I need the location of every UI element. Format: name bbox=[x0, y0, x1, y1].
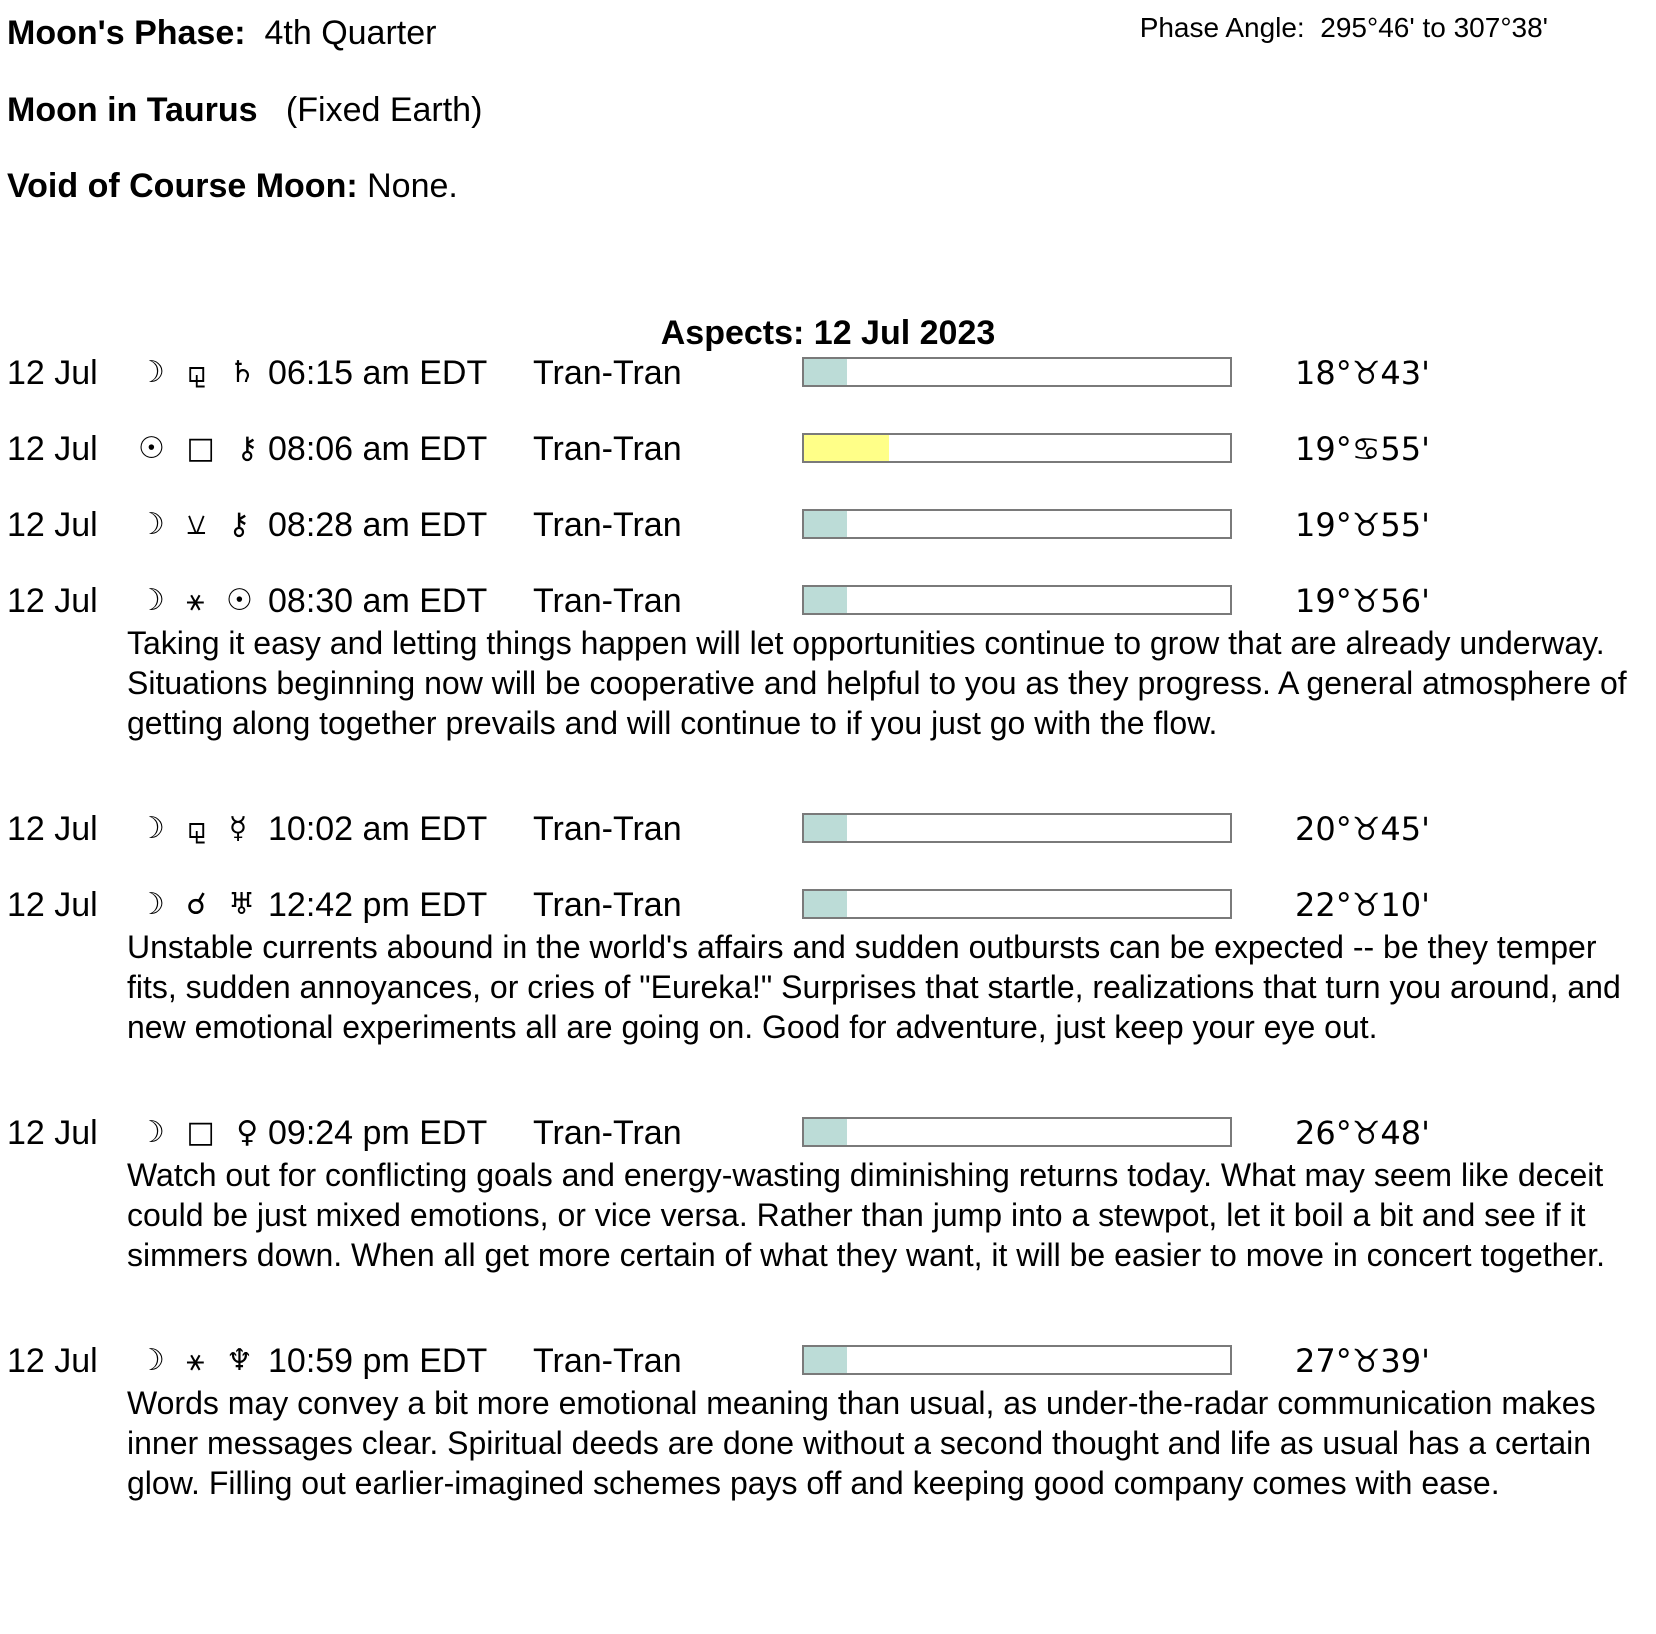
aspect-row bbox=[0, 427, 1656, 471]
aspect-type: Tran-Tran bbox=[533, 1114, 682, 1152]
aspect-description: Words may convey a bit more emotional meaning than usual, as under-the-radar communication makes inner messages clear. Spiritual deeds are done without a second thought and life as usual has a certain glow. Filling out earlier-imagined schemes pays off and keeping good company comes with ease. bbox=[127, 1385, 1596, 1501]
aspect-glyphs-icon: ☽ ⚹ ♆ bbox=[138, 1343, 259, 1378]
aspect-time: 10:02 am EDT bbox=[268, 810, 488, 848]
void-of-course-line bbox=[7, 166, 458, 206]
moon-sign-element: (Fixed Earth) bbox=[285, 91, 483, 129]
aspect-type: Tran-Tran bbox=[533, 430, 682, 468]
aspect-glyphs-icon: ☽ ☌ ♅ bbox=[138, 887, 262, 922]
moon-phase-value: 4th Quarter bbox=[264, 14, 437, 52]
strength-bar bbox=[802, 585, 1232, 615]
strength-bar bbox=[802, 1345, 1232, 1375]
strength-bar-fill bbox=[804, 587, 847, 613]
aspect-glyphs-icon: ☽ □ ♀ bbox=[138, 1115, 265, 1150]
aspect-type: Tran-Tran bbox=[533, 506, 682, 544]
aspect-type: Tran-Tran bbox=[533, 354, 682, 392]
aspect-date: 12 Jul bbox=[7, 810, 98, 848]
strength-bar-fill bbox=[804, 359, 847, 385]
strength-bar bbox=[802, 509, 1232, 539]
strength-bar-fill bbox=[804, 1119, 847, 1145]
aspect-time: 12:42 pm EDT bbox=[268, 886, 488, 924]
phase-angle-value: 295°46' to 307°38' bbox=[1320, 12, 1548, 43]
aspect-row bbox=[0, 351, 1656, 395]
aspect-time: 06:15 am EDT bbox=[268, 354, 488, 392]
aspect-date: 12 Jul bbox=[7, 430, 98, 468]
aspect-date: 12 Jul bbox=[7, 886, 98, 924]
aspect-date: 12 Jul bbox=[7, 506, 98, 544]
moon-sign-line bbox=[7, 90, 482, 130]
aspect-time: 10:59 pm EDT bbox=[268, 1342, 488, 1380]
aspect-entry bbox=[0, 503, 1656, 547]
aspect-description: Taking it easy and letting things happen will let opportunities continue to grow that are already underway. Situations beginning now will be cooperative and helpful to you as they progress. A general atmosphere of getting along together prevails and will continue to if you just go with the flow. bbox=[127, 625, 1627, 741]
strength-bar bbox=[802, 813, 1232, 843]
strength-bar bbox=[802, 357, 1232, 387]
aspect-glyphs-icon: ☽ ⚺ ⚷ bbox=[138, 507, 256, 542]
aspect-type: Tran-Tran bbox=[533, 886, 682, 924]
aspect-glyphs-icon: ☽ ⚹ ☉ bbox=[138, 583, 259, 618]
void-of-course-label: Void of Course Moon: bbox=[7, 167, 358, 205]
aspect-glyphs-icon: ☽ ⚼ ☿ bbox=[138, 811, 254, 846]
aspect-entry bbox=[0, 427, 1656, 471]
aspect-position: 18°♉43' bbox=[1295, 354, 1430, 392]
aspect-position: 27°♉39' bbox=[1295, 1342, 1430, 1380]
aspect-row bbox=[0, 1339, 1656, 1383]
aspect-date: 12 Jul bbox=[7, 354, 98, 392]
moon-phase-line bbox=[7, 13, 436, 53]
strength-bar bbox=[802, 433, 1232, 463]
aspect-description: Watch out for conflicting goals and energy-wasting diminishing returns today. What may seem like deceit could be just mixed emotions, or vice versa. Rather than jump into a stewpot, let it boil a bit and see if it simmers down. When all get more certain of what they want, it will be easier to move in concert together. bbox=[127, 1157, 1605, 1273]
phase-angle-label: Phase Angle: bbox=[1139, 12, 1305, 43]
strength-bar-fill bbox=[804, 891, 847, 917]
aspect-row bbox=[0, 579, 1656, 623]
aspect-position: 19°♉55' bbox=[1295, 506, 1430, 544]
strength-bar-fill bbox=[804, 435, 889, 461]
aspect-position: 22°♉10' bbox=[1295, 886, 1430, 924]
aspect-description: Unstable currents abound in the world's affairs and sudden outbursts can be expected -- be they temper fits, sudden annoyances, or cries of "Eureka!" Surprises that startle, realizations that turn you around, and new emotional experiments all are going on. Good for adventure, just keep your eye out. bbox=[127, 929, 1621, 1045]
strength-bar bbox=[802, 889, 1232, 919]
aspect-entry bbox=[0, 1111, 1656, 1275]
moon-phase-label: Moon's Phase: bbox=[7, 14, 246, 52]
aspect-position: 20°♉45' bbox=[1295, 810, 1430, 848]
strength-bar bbox=[802, 1117, 1232, 1147]
aspect-row bbox=[0, 883, 1656, 927]
void-of-course-value: None. bbox=[367, 167, 458, 205]
aspect-entry bbox=[0, 579, 1656, 743]
aspect-entry bbox=[0, 1339, 1656, 1503]
aspects-title: Aspects: 12 Jul 2023 bbox=[660, 314, 996, 352]
strength-bar-fill bbox=[804, 815, 847, 841]
aspect-position: 19°♉56' bbox=[1295, 582, 1430, 620]
aspect-type: Tran-Tran bbox=[533, 810, 682, 848]
strength-bar-fill bbox=[804, 1347, 847, 1373]
aspect-type: Tran-Tran bbox=[533, 1342, 682, 1380]
strength-bar-fill bbox=[804, 511, 847, 537]
aspect-time: 08:06 am EDT bbox=[268, 430, 488, 468]
aspect-time: 09:24 pm EDT bbox=[268, 1114, 488, 1152]
aspect-date: 12 Jul bbox=[7, 1342, 98, 1380]
moon-sign-label: Moon in Taurus bbox=[7, 91, 258, 129]
aspect-row bbox=[0, 1111, 1656, 1155]
aspect-time: 08:28 am EDT bbox=[268, 506, 488, 544]
aspect-date: 12 Jul bbox=[7, 1114, 98, 1152]
aspect-time: 08:30 am EDT bbox=[268, 582, 488, 620]
aspect-entry bbox=[0, 351, 1656, 395]
aspect-row bbox=[0, 807, 1656, 851]
aspect-position: 19°♋55' bbox=[1295, 430, 1430, 468]
aspect-type: Tran-Tran bbox=[533, 582, 682, 620]
aspect-position: 26°♉48' bbox=[1295, 1114, 1430, 1152]
aspect-date: 12 Jul bbox=[7, 582, 98, 620]
phase-angle bbox=[1140, 10, 1548, 46]
aspect-entry bbox=[0, 883, 1656, 1047]
aspect-glyphs-icon: ☉ □ ⚷ bbox=[138, 431, 265, 466]
aspect-entry bbox=[0, 807, 1656, 851]
aspect-row bbox=[0, 503, 1656, 547]
aspect-glyphs-icon: ☽ ⚼ ♄ bbox=[138, 355, 262, 390]
